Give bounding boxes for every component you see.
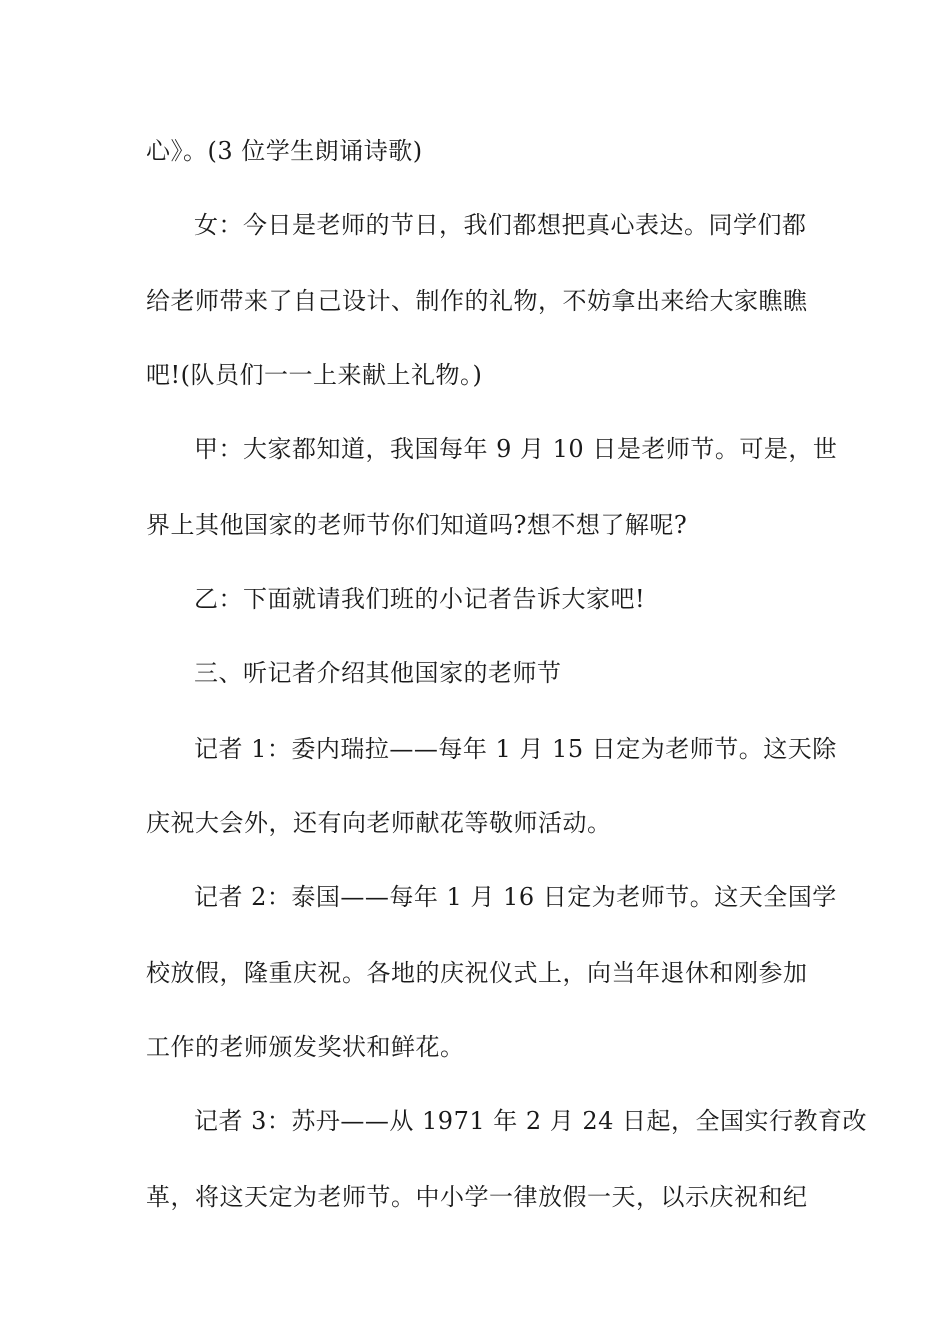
text-line-7: 乙：下面就请我们班的小记者告诉大家吧! <box>194 585 646 613</box>
text-line-11: 记者 2：泰国——每年 1 月 16 日定为老师节。这天全国学 <box>194 883 837 911</box>
text-line-14: 记者 3：苏丹——从 1971 年 2 月 24 日起，全国实行教育改 <box>194 1107 868 1135</box>
text-line-5: 甲：大家都知道，我国每年 9 月 10 日是老师节。可是，世 <box>194 435 838 463</box>
text-line-3: 给老师带来了自己设计、制作的礼物，不妨拿出来给大家瞧瞧 <box>146 287 808 315</box>
text-line-13: 工作的老师颁发奖状和鲜花。 <box>146 1033 465 1061</box>
text-line-2: 女：今日是老师的节日，我们都想把真心表达。同学们都 <box>194 211 807 239</box>
text-line-4: 吧!(队员们一一上来献上礼物。) <box>146 361 483 389</box>
text-line-6: 界上其他国家的老师节你们知道吗?想不想了解呢? <box>146 511 688 539</box>
text-line-15: 革，将这天定为老师节。中小学一律放假一天，以示庆祝和纪 <box>146 1183 808 1211</box>
text-line-1: 心》。(3 位学生朗诵诗歌) <box>146 137 423 165</box>
text-line-12: 校放假，隆重庆祝。各地的庆祝仪式上，向当年退休和刚参加 <box>146 959 808 987</box>
section-heading: 三、听记者介绍其他国家的老师节 <box>194 659 562 687</box>
text-line-9: 记者 1：委内瑞拉——每年 1 月 15 日定为老师节。这天除 <box>194 735 837 763</box>
text-line-10: 庆祝大会外，还有向老师献花等敬师活动。 <box>146 809 612 837</box>
